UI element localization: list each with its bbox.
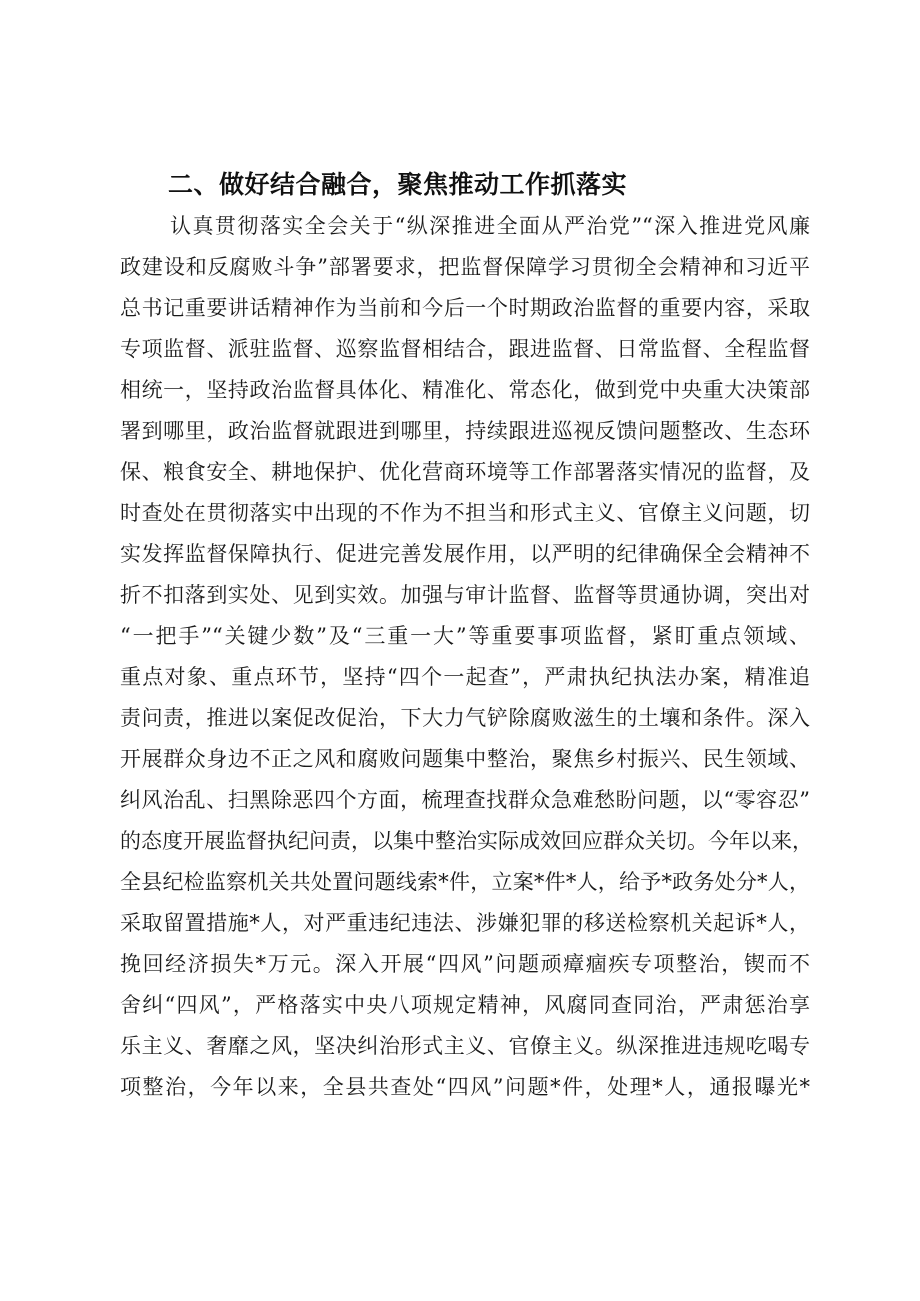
section-heading: 二、做好结合融合，聚焦推动工作抓落实 — [168, 170, 628, 199]
paragraph-line: 纠风治乱、扫黑除恶四个方面，梳理查找群众急难愁盼问题，以“零容忍” — [120, 788, 810, 812]
paragraph-line: 实发挥监督保障执行、促进完善发展作用，以严明的纪律确保全会精神不 — [120, 542, 810, 566]
paragraph-line: 全县纪检监察机关共处置问题线索*件，立案*件*人，给予*政务处分*人， — [120, 870, 810, 894]
paragraph-line: 保、粮食安全、耕地保护、优化营商环境等工作部署落实情况的监督，及 — [120, 460, 810, 484]
paragraph-line: 开展群众身边不正之风和腐败问题集中整治，聚焦乡村振兴、民生领域、 — [120, 747, 810, 771]
paragraph-line: 署到哪里，政治监督就跟进到哪里，持续跟进巡视反馈问题整改、生态环 — [120, 419, 810, 443]
paragraph-line: 项整治，今年以来，全县共查处“四风”问题*件，处理*人，通报曝光* — [120, 1075, 810, 1099]
paragraph-line: 折不扣落到实处、见到实效。加强与审计监督、监督等贯通协调，突出对 — [120, 583, 810, 607]
paragraph-line: “一把手”“关键少数”及“三重一大”等重要事项监督，紧盯重点领域、 — [120, 624, 810, 648]
paragraph-line: 的态度开展监督执纪问责，以集中整治实际成效回应群众关切。今年以来， — [120, 829, 813, 853]
body-paragraph — [120, 206, 813, 1108]
paragraph-line: 责问责，推进以案促改促治，下大力气铲除腐败滋生的土壤和条件。深入 — [120, 706, 810, 730]
paragraph-line: 采取留置措施*人，对严重违纪违法、涉嫌犯罪的移送检察机关起诉*人， — [120, 911, 810, 935]
paragraph-line: 重点对象、重点环节，坚持“四个一起查”，严肃执纪执法办案，精准追 — [120, 665, 810, 689]
paragraph-line: 相统一，坚持政治监督具体化、精准化、常态化，做到党中央重大决策部 — [120, 378, 810, 402]
paragraph-line: 认真贯彻落实全会关于“纵深推进全面从严治党”“深入推进党风廉 — [170, 214, 810, 238]
paragraph-line: 政建设和反腐败斗争”部署要求，把监督保障学习贯彻全会精神和习近平 — [120, 255, 810, 279]
paragraph-line: 时查处在贯彻落实中出现的不作为不担当和形式主义、官僚主义问题，切 — [120, 501, 810, 525]
paragraph-line: 乐主义、奢靡之风，坚决纠治形式主义、官僚主义。纵深推进违规吃喝专 — [120, 1034, 810, 1058]
paragraph-line: 舍纠“四风”，严格落实中央八项规定精神，风腐同查同治，严肃惩治享 — [120, 993, 810, 1017]
paragraph-line: 总书记重要讲话精神作为当前和今后一个时期政治监督的重要内容，采取 — [120, 296, 810, 320]
paragraph-line: 挽回经济损失*万元。深入开展“四风”问题顽瘴痼疾专项整治，锲而不 — [120, 952, 810, 976]
paragraph-line: 专项监督、派驻监督、巡察监督相结合，跟进监督、日常监督、全程监督 — [120, 337, 810, 361]
